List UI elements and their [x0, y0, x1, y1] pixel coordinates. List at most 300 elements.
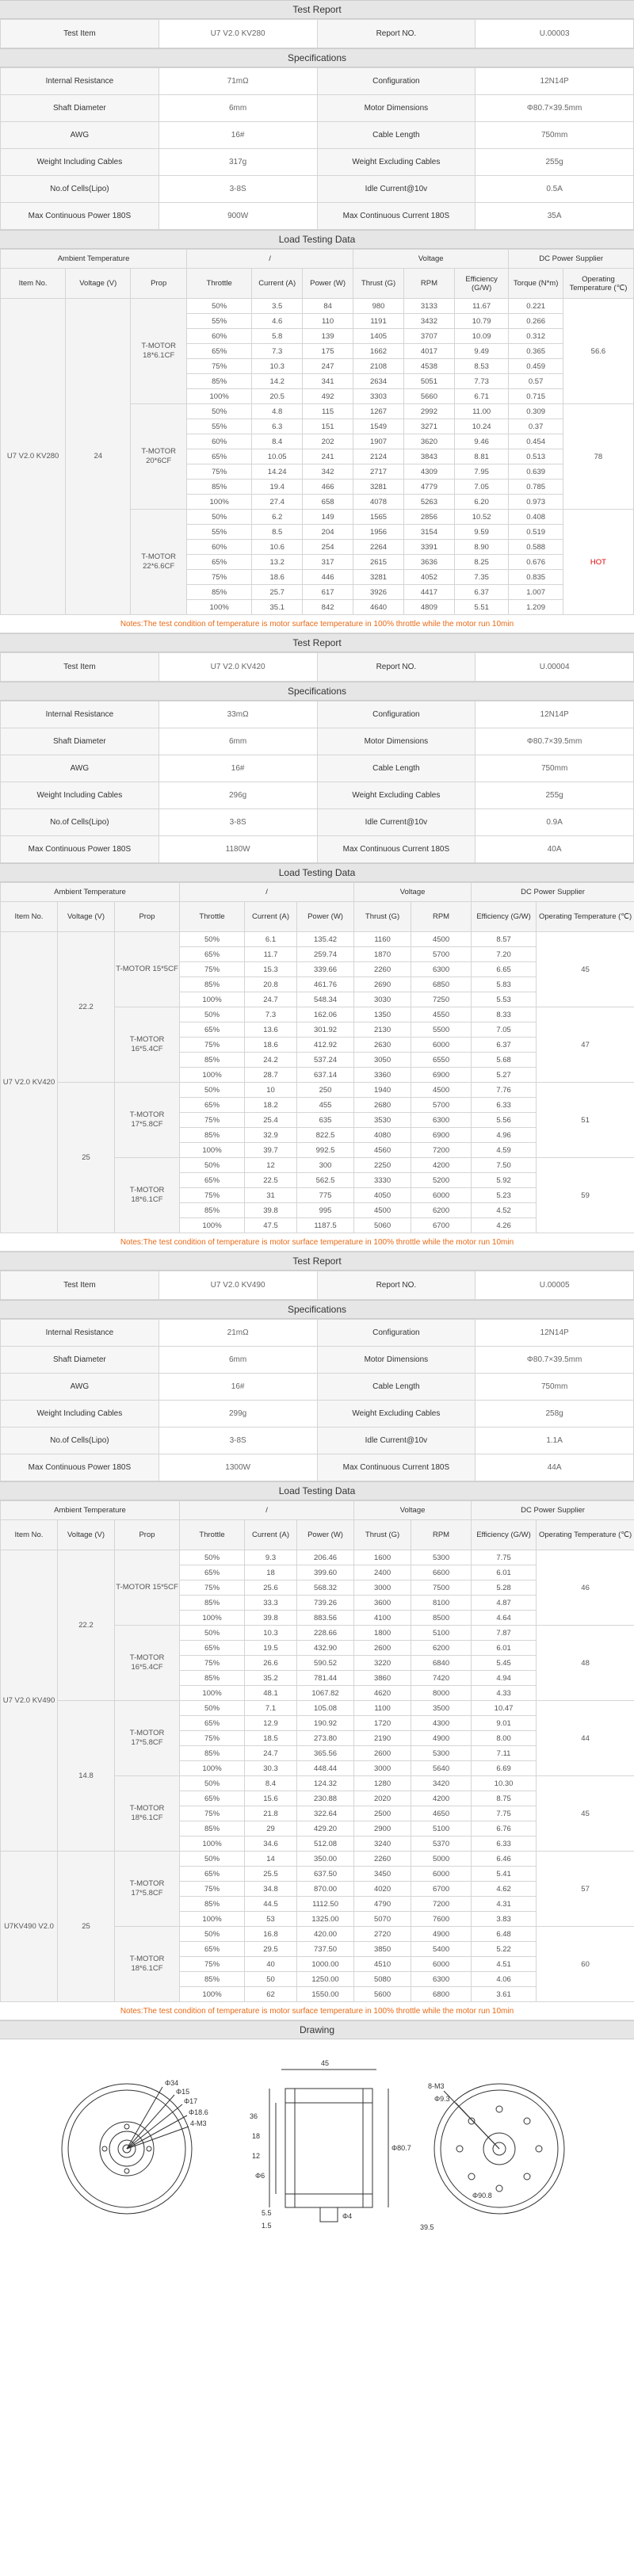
data-cell: 18.6: [245, 1038, 297, 1053]
data-cell: 60%: [187, 434, 252, 449]
data-cell: 30.3: [245, 1761, 297, 1776]
data-cell: 6200: [411, 1641, 472, 1656]
data-cell: 35.1: [252, 600, 303, 615]
spec-value: 255g: [476, 782, 634, 809]
data-cell: 3.5: [252, 299, 303, 314]
data-cell: 822.5: [297, 1128, 354, 1143]
data-cell: 85%: [187, 585, 252, 600]
data-cell: 204: [303, 525, 353, 540]
data-cell: 8.53: [454, 359, 509, 374]
data-cell: 6850: [411, 977, 472, 992]
data-cell: 3220: [354, 1656, 411, 1671]
data-cell: 27.4: [252, 495, 303, 510]
spec-value: 317g: [158, 149, 317, 176]
data-cell: 4779: [403, 480, 454, 495]
spec-value: 6mm: [158, 95, 317, 122]
spec-row: [1, 755, 634, 782]
data-cell: 5700: [411, 947, 472, 962]
test-item-row: [1, 1271, 634, 1300]
spec-value: 16#: [158, 1374, 317, 1401]
load-title-band: [0, 863, 634, 882]
data-cell: 50%: [180, 1852, 245, 1867]
data-cell: 65%: [180, 1942, 245, 1957]
data-cell: 2124: [353, 449, 404, 464]
data-cell: 0.454: [509, 434, 563, 449]
data-cell: 4050: [354, 1188, 411, 1203]
spec-value: 71mΩ: [158, 68, 317, 95]
data-cell: 0.408: [509, 510, 563, 525]
data-cell: 6.01: [472, 1641, 537, 1656]
voltage-label: Voltage: [353, 250, 509, 269]
spec-label: Weight Including Cables: [1, 782, 159, 809]
data-cell: 14.2: [252, 374, 303, 389]
data-cell: 4500: [411, 1083, 472, 1098]
data-cell: 5660: [403, 389, 454, 404]
data-cell: 39.7: [245, 1143, 297, 1158]
data-cell: 7.35: [454, 570, 509, 585]
spec-row: [1, 1428, 634, 1454]
data-cell: 466: [303, 480, 353, 495]
table-row: [1, 932, 634, 947]
spec-row: [1, 728, 634, 755]
data-cell: 5080: [354, 1972, 411, 1987]
data-cell: 2260: [354, 962, 411, 977]
data-cell: 3.61: [472, 1987, 537, 2002]
data-cell: 33.3: [245, 1596, 297, 1611]
data-cell: 1350: [354, 1007, 411, 1022]
data-cell: 10: [245, 1083, 297, 1098]
data-cell: 100%: [180, 1218, 245, 1233]
dim-0: Φ34: [165, 2079, 179, 2087]
data-cell: 5100: [411, 1626, 472, 1641]
data-cell: 50%: [180, 1701, 245, 1716]
data-cell: 24.7: [245, 992, 297, 1007]
data-cell: 0.785: [509, 480, 563, 495]
voltage-label: Voltage: [354, 883, 472, 902]
data-cell: 250: [297, 1083, 354, 1098]
data-cell: 4.8: [252, 404, 303, 419]
item-no-cell: U7 V2.0 KV420: [1, 932, 58, 1233]
data-cell: 10.47: [472, 1701, 537, 1716]
dim-14: 8-M3: [428, 2082, 445, 2090]
data-cell: 254: [303, 540, 353, 555]
data-cell: 3860: [354, 1671, 411, 1686]
data-cell: 4200: [411, 1158, 472, 1173]
data-cell: 2717: [353, 464, 404, 480]
data-cell: 1565: [353, 510, 404, 525]
spec-value: 750mm: [476, 1374, 634, 1401]
data-cell: 1870: [354, 947, 411, 962]
report-title-band: [0, 1252, 634, 1271]
data-cell: 50%: [180, 932, 245, 947]
spec-label: Weight Excluding Cables: [317, 782, 476, 809]
spec-value: 0.5A: [476, 176, 634, 203]
drawing-title: Drawing: [299, 2024, 334, 2035]
motor-drawing-svg: [0, 2039, 634, 2242]
spec-row: [1, 1320, 634, 1347]
data-cell: 2108: [353, 359, 404, 374]
report-section: [0, 0, 634, 633]
data-cell: 4510: [354, 1957, 411, 1972]
data-cell: 3391: [403, 540, 454, 555]
data-cell: 1280: [354, 1776, 411, 1791]
data-cell: 6300: [411, 1113, 472, 1128]
data-cell: 4500: [411, 932, 472, 947]
data-cell: 492: [303, 389, 353, 404]
test-item-value: U7 V2.0 KV420: [158, 653, 317, 682]
data-cell: 4.6: [252, 314, 303, 329]
data-cell: 6.37: [454, 585, 509, 600]
spec-row: [1, 68, 634, 95]
data-cell: 562.5: [297, 1173, 354, 1188]
data-cell: 7.1: [245, 1701, 297, 1716]
data-cell: 151: [303, 419, 353, 434]
data-cell: 18.2: [245, 1098, 297, 1113]
data-cell: 3600: [354, 1596, 411, 1611]
data-cell: 34.6: [245, 1836, 297, 1852]
data-cell: 980: [353, 299, 404, 314]
data-cell: 65%: [180, 1098, 245, 1113]
drawing-title-band: [0, 2020, 634, 2039]
data-cell: 4.62: [472, 1882, 537, 1897]
test-item-table: [0, 1271, 634, 1300]
report-title-band: [0, 633, 634, 652]
data-cell: 6900: [411, 1068, 472, 1083]
data-cell: 3240: [354, 1836, 411, 1852]
data-cell: 7250: [411, 992, 472, 1007]
data-cell: 4900: [411, 1731, 472, 1746]
spec-value: 6mm: [158, 728, 317, 755]
data-cell: 29: [245, 1821, 297, 1836]
header-row: [1, 902, 634, 932]
data-cell: 5.51: [454, 600, 509, 615]
data-cell: 273.80: [297, 1731, 354, 1746]
data-cell: 29.5: [245, 1942, 297, 1957]
data-cell: 1.007: [509, 585, 563, 600]
column-header: Power (W): [303, 269, 353, 299]
data-cell: 55%: [187, 419, 252, 434]
data-cell: 5051: [403, 374, 454, 389]
data-cell: 75%: [187, 464, 252, 480]
data-cell: 65%: [187, 555, 252, 570]
data-cell: 1160: [354, 932, 411, 947]
column-header: Voltage (V): [58, 1520, 115, 1550]
data-cell: 0.676: [509, 555, 563, 570]
data-cell: 75%: [187, 570, 252, 585]
report-no-label: Report NO.: [317, 1271, 476, 1300]
prop-cell: T-MOTOR 16*5.4CF: [115, 1007, 180, 1083]
data-cell: 10.6: [252, 540, 303, 555]
spec-title-band: [0, 48, 634, 67]
data-cell: 65%: [187, 449, 252, 464]
data-cell: 5370: [411, 1836, 472, 1852]
data-cell: 10.24: [454, 419, 509, 434]
data-cell: 115: [303, 404, 353, 419]
data-cell: 50%: [180, 1776, 245, 1791]
dim-8: 12: [252, 2152, 261, 2160]
data-cell: 6700: [411, 1882, 472, 1897]
data-cell: 62: [245, 1987, 297, 2002]
data-cell: 6.76: [472, 1821, 537, 1836]
data-cell: 6.65: [472, 962, 537, 977]
data-cell: 75%: [180, 962, 245, 977]
data-cell: 105.08: [297, 1701, 354, 1716]
report-no-value: U.00005: [476, 1271, 634, 1300]
data-cell: 4.26: [472, 1218, 537, 1233]
spec-value: 40A: [476, 836, 634, 863]
spec-value: 900W: [158, 203, 317, 230]
data-cell: 75%: [180, 1957, 245, 1972]
data-cell: 870.00: [297, 1882, 354, 1897]
data-cell: 85%: [180, 1821, 245, 1836]
data-cell: 100%: [180, 1836, 245, 1852]
spec-row: [1, 122, 634, 149]
data-cell: 1325.00: [297, 1912, 354, 1927]
data-cell: 22.5: [245, 1173, 297, 1188]
data-cell: 124.32: [297, 1776, 354, 1791]
data-cell: 19.5: [245, 1641, 297, 1656]
ambient-row: [1, 883, 634, 902]
spec-title: Specifications: [287, 52, 347, 63]
ambient-label: Ambient Temperature: [1, 1501, 180, 1520]
data-cell: 1100: [354, 1701, 411, 1716]
dim-15: Φ9.3: [434, 2095, 450, 2103]
data-cell: 6550: [411, 1053, 472, 1068]
data-cell: 350.00: [297, 1852, 354, 1867]
column-header: Voltage (V): [58, 902, 115, 932]
temperature-cell: 46: [537, 1550, 634, 1626]
data-cell: 7.95: [454, 464, 509, 480]
spec-label: No.of Cells(Lipo): [1, 1428, 159, 1454]
header-row: [1, 269, 634, 299]
data-cell: 162.06: [297, 1007, 354, 1022]
data-cell: 739.26: [297, 1596, 354, 1611]
spec-value: 1300W: [158, 1454, 317, 1481]
data-cell: 11.67: [454, 299, 509, 314]
data-cell: 10.3: [252, 359, 303, 374]
data-cell: 100%: [187, 389, 252, 404]
column-header: RPM: [403, 269, 454, 299]
data-cell: 3330: [354, 1173, 411, 1188]
spec-label: Max Continuous Current 180S: [317, 203, 476, 230]
data-cell: 100%: [180, 1912, 245, 1927]
data-cell: 206.46: [297, 1550, 354, 1565]
data-cell: 50%: [180, 1626, 245, 1641]
spec-label: No.of Cells(Lipo): [1, 176, 159, 203]
data-cell: 995: [297, 1203, 354, 1218]
test-note: Notes:The test condition of temperature is motor surface temperature in 100% throttle while the motor run 10min: [0, 615, 634, 633]
spec-row: [1, 176, 634, 203]
data-cell: 24.7: [245, 1746, 297, 1761]
data-cell: 110: [303, 314, 353, 329]
data-cell: 8.4: [245, 1776, 297, 1791]
data-cell: 75%: [180, 1882, 245, 1897]
data-cell: 65%: [180, 1716, 245, 1731]
data-cell: 53: [245, 1912, 297, 1927]
spec-table: [0, 701, 634, 863]
data-cell: 65%: [180, 1173, 245, 1188]
spec-label: Motor Dimensions: [317, 1347, 476, 1374]
spec-value: Φ80.7×39.5mm: [476, 95, 634, 122]
data-cell: 100%: [180, 1068, 245, 1083]
prop-cell: T-MOTOR 18*6.1CF: [115, 1158, 180, 1233]
data-cell: 0.266: [509, 314, 563, 329]
data-cell: 5.56: [472, 1113, 537, 1128]
spec-label: Cable Length: [317, 755, 476, 782]
data-cell: 5600: [354, 1987, 411, 2002]
prop-cell: T-MOTOR 16*5.4CF: [115, 1626, 180, 1701]
spec-title-band: [0, 682, 634, 701]
data-cell: 65%: [180, 947, 245, 962]
data-cell: 4309: [403, 464, 454, 480]
test-item-table: [0, 19, 634, 48]
data-cell: 3281: [353, 480, 404, 495]
data-cell: 18.6: [252, 570, 303, 585]
column-header: Voltage (V): [66, 269, 131, 299]
data-cell: 6700: [411, 1218, 472, 1233]
data-cell: 5.22: [472, 1942, 537, 1957]
spec-label: Shaft Diameter: [1, 95, 159, 122]
data-cell: 637.14: [297, 1068, 354, 1083]
dim-6: 36: [250, 2112, 258, 2120]
temperature-cell: 60: [537, 1927, 634, 2002]
data-cell: 4.87: [472, 1596, 537, 1611]
temperature-cell: 44: [537, 1701, 634, 1776]
data-cell: 0.588: [509, 540, 563, 555]
spec-row: [1, 1454, 634, 1481]
voltage-cell: 25: [58, 1852, 115, 2002]
data-cell: 6000: [411, 1957, 472, 1972]
data-cell: 55%: [187, 314, 252, 329]
prop-cell: T-MOTOR 15*5CF: [115, 1550, 180, 1626]
data-cell: 568.32: [297, 1580, 354, 1596]
data-cell: 8.33: [472, 1007, 537, 1022]
test-item-label: Test Item: [1, 1271, 159, 1300]
report-no-label: Report NO.: [317, 653, 476, 682]
data-cell: 412.92: [297, 1038, 354, 1053]
data-cell: 0.519: [509, 525, 563, 540]
spec-row: [1, 836, 634, 863]
data-cell: 55%: [187, 525, 252, 540]
data-cell: 85%: [180, 1671, 245, 1686]
data-cell: 6800: [411, 1987, 472, 2002]
data-cell: 2260: [354, 1852, 411, 1867]
data-cell: 19.4: [252, 480, 303, 495]
data-cell: 0.513: [509, 449, 563, 464]
data-cell: 5.28: [472, 1580, 537, 1596]
spec-row: [1, 1347, 634, 1374]
data-cell: 8.75: [472, 1791, 537, 1806]
data-cell: 2250: [354, 1158, 411, 1173]
data-cell: 18: [245, 1565, 297, 1580]
data-cell: 7.05: [472, 1022, 537, 1038]
spec-label: Weight Excluding Cables: [317, 149, 476, 176]
dim-1: Φ15: [176, 2088, 190, 2096]
voltage-cell: 14.8: [58, 1701, 115, 1852]
data-cell: 6.1: [245, 932, 297, 947]
column-header: Efficiency (G/W): [472, 902, 537, 932]
data-cell: 0.459: [509, 359, 563, 374]
data-cell: 14.24: [252, 464, 303, 480]
data-cell: 7.05: [454, 480, 509, 495]
data-cell: 6.46: [472, 1852, 537, 1867]
column-header: Power (W): [297, 902, 354, 932]
data-cell: 3850: [354, 1942, 411, 1957]
data-cell: 7.75: [472, 1550, 537, 1565]
data-cell: 100%: [180, 1987, 245, 2002]
prop-cell: T-MOTOR 18*6.1CF: [115, 1927, 180, 2002]
voltage-cell: 24: [66, 299, 131, 615]
data-cell: 2690: [354, 977, 411, 992]
temperature-cell: 56.6: [563, 299, 633, 404]
data-cell: 3636: [403, 555, 454, 570]
data-cell: 4560: [354, 1143, 411, 1158]
data-cell: 4.52: [472, 1203, 537, 1218]
data-cell: 50%: [180, 1550, 245, 1565]
data-cell: 1.209: [509, 600, 563, 615]
data-cell: 4300: [411, 1716, 472, 1731]
data-cell: 7.73: [454, 374, 509, 389]
test-note: Notes:The test condition of temperature is motor surface temperature in 100% throttle while the motor run 10min: [0, 1233, 634, 1252]
data-cell: 75%: [187, 359, 252, 374]
spec-row: [1, 149, 634, 176]
dim-3: Φ18.6: [189, 2108, 208, 2116]
data-cell: 6.33: [472, 1098, 537, 1113]
test-item-label: Test Item: [1, 20, 159, 48]
data-cell: 4080: [354, 1128, 411, 1143]
data-cell: 13.2: [252, 555, 303, 570]
data-cell: 75%: [180, 1038, 245, 1053]
prop-cell: T-MOTOR 20*6CF: [131, 404, 187, 510]
data-cell: 9.49: [454, 344, 509, 359]
data-cell: 432.90: [297, 1641, 354, 1656]
data-cell: 4017: [403, 344, 454, 359]
column-header: Prop: [115, 1520, 180, 1550]
load-table: [0, 882, 634, 1233]
data-cell: 60%: [187, 540, 252, 555]
test-item-row: [1, 20, 634, 48]
data-cell: 2992: [403, 404, 454, 419]
data-cell: 6000: [411, 1038, 472, 1053]
data-cell: 3000: [354, 1761, 411, 1776]
data-cell: 3843: [403, 449, 454, 464]
data-cell: 5.23: [472, 1188, 537, 1203]
column-header: Current (A): [245, 1520, 297, 1550]
data-cell: 75%: [180, 1731, 245, 1746]
data-cell: 7.11: [472, 1746, 537, 1761]
data-cell: 5400: [411, 1942, 472, 1957]
item-no-cell: U7 V2.0 KV280: [1, 299, 66, 615]
data-cell: 47.5: [245, 1218, 297, 1233]
data-cell: 8.57: [472, 932, 537, 947]
spec-row: [1, 701, 634, 728]
data-cell: 4.33: [472, 1686, 537, 1701]
data-cell: 50%: [180, 1083, 245, 1098]
temperature-cell: 45: [537, 932, 634, 1007]
data-cell: 5.92: [472, 1173, 537, 1188]
data-cell: 6200: [411, 1203, 472, 1218]
data-cell: 75%: [180, 1113, 245, 1128]
spec-value: 12N14P: [476, 68, 634, 95]
test-item-row: [1, 653, 634, 682]
data-cell: 1662: [353, 344, 404, 359]
data-cell: 1907: [353, 434, 404, 449]
spec-label: Configuration: [317, 1320, 476, 1347]
spec-label: Weight Including Cables: [1, 1401, 159, 1428]
spec-value: 44A: [476, 1454, 634, 1481]
voltage-label: Voltage: [354, 1501, 472, 1520]
data-cell: 6.01: [472, 1565, 537, 1580]
